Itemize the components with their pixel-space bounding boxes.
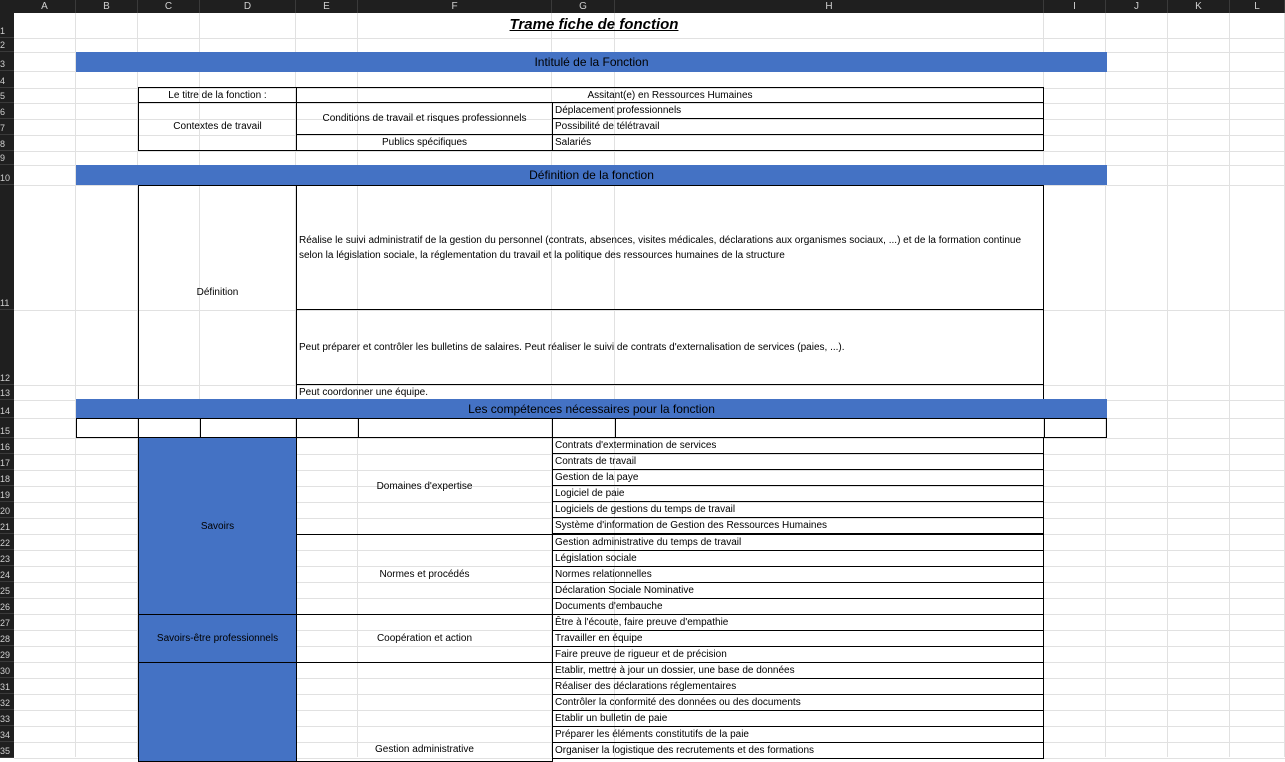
row-header[interactable]: 6 [0,104,14,119]
row-header[interactable]: 28 [0,631,14,646]
domaines-item: Gestion de la paye [555,472,639,483]
column-header[interactable]: I [1044,0,1106,13]
empty-cell[interactable] [200,418,297,438]
column-header[interactable]: J [1106,0,1168,13]
row-header[interactable]: 15 [0,419,14,438]
column-header[interactable]: L [1230,0,1285,13]
conditions-label: Conditions de travail et risques professionnels [322,113,527,124]
gestion-item-cell[interactable] [552,726,1044,743]
domaines-item: Logiciels de gestions du temps de travail [555,504,736,515]
domaines-label: Domaines d'expertise [376,480,473,492]
grid-line [14,151,1285,152]
conditions-value: Déplacement professionnels [555,105,682,116]
domaines-item-cell[interactable] [552,469,1044,486]
row-header[interactable]: 24 [0,567,14,582]
column-header[interactable]: G [552,0,615,13]
gestion-item: Etablir un bulletin de paie [555,713,668,724]
domaines-item: Contrats de travail [555,456,637,467]
grid-line [1105,13,1106,757]
empty-cell[interactable] [358,418,553,438]
column-header[interactable]: C [138,0,200,13]
conditions-value-cell[interactable] [552,102,1044,119]
column-header[interactable]: E [296,0,358,13]
row-header[interactable]: 18 [0,471,14,486]
row-header[interactable]: 9 [0,152,14,165]
band-competences[interactable]: Les compétences nécessaires pour la fonction [76,399,1107,419]
normes-item: Documents d'embauche [555,601,663,612]
gestion-label: Gestion administrative [375,744,474,755]
row-header[interactable]: 33 [0,711,14,726]
definition-text-cell[interactable] [296,384,1044,400]
empty-cell[interactable] [615,418,1045,438]
row-header[interactable]: 30 [0,663,14,678]
domaines-item: Système d'information de Gestion des Ressources Humaines [555,520,828,531]
gestion-item-cell[interactable] [552,678,1044,695]
gestion-item: Réaliser des déclarations réglementaires [555,681,737,692]
column-header[interactable]: K [1168,0,1230,13]
gestion-item: Organiser la logistique des recrutements et des formations [555,745,815,756]
row-header[interactable]: 27 [0,615,14,630]
row-header[interactable]: 3 [0,53,14,71]
row-header[interactable]: 17 [0,455,14,470]
column-header[interactable]: B [76,0,138,13]
row-header[interactable]: 21 [0,519,14,534]
publics-label-cell[interactable] [296,134,553,151]
empty-cell[interactable] [76,418,139,438]
contextes-label: Contextes de travail [173,121,262,132]
savoirs-label-cell[interactable] [138,437,297,615]
row-header[interactable]: 1 [0,13,14,38]
gestion-item-cell[interactable] [552,710,1044,727]
column-header[interactable]: D [200,0,296,13]
row-header[interactable]: 26 [0,599,14,614]
grid-line [1167,13,1168,757]
cooperation-item: Travailler en équipe [555,633,643,644]
empty-cell[interactable] [552,418,616,438]
titre-value: Assitant(e) en Ressources Humaines [587,89,753,101]
normes-item-cell[interactable] [552,566,1044,583]
savoirs-label: Savoirs [200,520,235,532]
normes-label-cell[interactable] [296,534,553,615]
domaines-item-cell[interactable] [552,501,1044,518]
definition-label: Définition [196,287,239,298]
publics-value: Salariés [555,137,592,148]
normes-label: Normes et procédés [379,569,470,580]
cooperation-item-cell[interactable] [552,614,1044,631]
row-header[interactable]: 31 [0,679,14,694]
cooperation-item-cell[interactable] [552,630,1044,647]
row-header[interactable]: 20 [0,503,14,518]
column-header-bar [0,0,1285,13]
definition-text: Peut préparer et contrôler les bulletins de salaires. Peut réaliser le suivi de contrats d'externalisation de services (paies, ...). [299,341,845,353]
grid-line [14,38,1285,39]
publics-label: Publics spécifiques [381,137,468,148]
row-header[interactable]: 11 [0,186,14,310]
empty-cell[interactable] [1044,418,1107,438]
normes-item: Législation sociale [555,553,637,564]
gestion-item-cell[interactable] [552,694,1044,711]
row-header[interactable]: 34 [0,727,14,742]
conditions-value: Possibilité de télétravail [555,121,660,132]
row-header[interactable]: 5 [0,89,14,103]
titre-value-cell[interactable] [296,87,1044,103]
gestion-item-cell[interactable] [552,662,1044,679]
domaines-item: Logiciel de paie [555,488,625,499]
row-header[interactable]: 25 [0,583,14,598]
column-header[interactable]: A [14,0,76,13]
row-header[interactable]: 14 [0,401,14,418]
row-header[interactable]: 4 [0,72,14,88]
definition-label-cell[interactable] [138,185,297,400]
definition-text: Réalise le suivi administratif de la gestion du personnel (contrats, absences, visites médicales, déclarations aux organismes sociaux, ...) et de la formation continue selon la législation sociale, la réglementation du travail et la politique des ressources humaines de la structure [299,234,1022,261]
domaines-item: Contrats d'extermination de services [555,440,717,451]
row-header[interactable]: 29 [0,647,14,662]
conditions-value-cell[interactable] [552,118,1044,135]
row-header[interactable]: 13 [0,386,14,400]
gestion-item: Etablir, mettre à jour un dossier, une base de données [555,665,795,676]
row-header[interactable]: 10 [0,166,14,185]
cooperation-label-cell[interactable] [296,614,553,663]
definition-text: Peut coordonner une équipe. [299,386,428,398]
domaines-label-cell[interactable] [296,437,553,535]
savoirs-etre-label-cell[interactable] [138,614,297,663]
cooperation-item: Faire preuve de rigueur et de précision [555,649,727,660]
domaines-item-cell[interactable] [552,517,1044,534]
titre-label-cell[interactable] [138,87,297,103]
spreadsheet-grid[interactable] [14,13,1285,757]
normes-item-cell[interactable] [552,550,1044,567]
row-header[interactable]: 32 [0,695,14,710]
definition-text-cell[interactable] [296,185,1044,310]
row-header[interactable]: 16 [0,439,14,454]
row-header[interactable]: 8 [0,136,14,151]
gestion-item: Contrôler la conformité des données ou des documents [555,697,801,708]
definition-text-cell[interactable] [296,309,1044,385]
empty-cell[interactable] [138,418,201,438]
normes-item-cell[interactable] [552,534,1044,551]
savoirs-etre-label: Savoirs-être professionnels [156,633,279,644]
domaines-item-cell[interactable] [552,485,1044,502]
savoir-faire-cell[interactable] [138,662,297,762]
publics-value-cell[interactable] [552,134,1044,151]
row-header[interactable]: 23 [0,551,14,566]
column-header[interactable]: H [615,0,1044,13]
row-header[interactable]: 2 [0,39,14,52]
band-definition[interactable]: Définition de la fonction [76,165,1107,185]
row-header[interactable]: 35 [0,743,14,758]
contextes-label-cell[interactable] [138,102,297,151]
row-header[interactable]: 7 [0,120,14,135]
row-header-bar [0,13,14,757]
domaines-item-cell[interactable] [552,437,1044,454]
row-header[interactable]: 19 [0,487,14,502]
gestion-item-cell[interactable] [552,742,1044,759]
empty-cell[interactable] [296,418,359,438]
normes-item-cell[interactable] [552,598,1044,615]
row-header[interactable]: 12 [0,311,14,385]
normes-item: Normes relationnelles [555,569,652,580]
cooperation-item-cell[interactable] [552,646,1044,663]
conditions-label-cell[interactable] [296,102,553,135]
gestion-item: Préparer les éléments constitutifs de la paie [555,729,749,740]
normes-item: Déclaration Sociale Nominative [555,585,694,596]
gestion-label-cell[interactable] [296,662,553,762]
domaines-item-cell[interactable] [552,453,1044,470]
column-header[interactable]: F [358,0,552,13]
titre-label: Le titre de la fonction : [168,89,267,101]
row-header[interactable]: 22 [0,535,14,550]
grid-line [75,13,76,757]
grid-line [1229,13,1230,757]
normes-item: Gestion administrative du temps de travail [555,537,742,548]
normes-item-cell[interactable] [552,582,1044,599]
cooperation-label: Coopération et action [376,633,473,644]
band-intitule[interactable]: Intitulé de la Fonction [76,52,1107,72]
cooperation-item: Être à l'écoute, faire preuve d'empathie [555,617,729,628]
sheet-title[interactable]: Trame fiche de fonction [509,16,679,33]
